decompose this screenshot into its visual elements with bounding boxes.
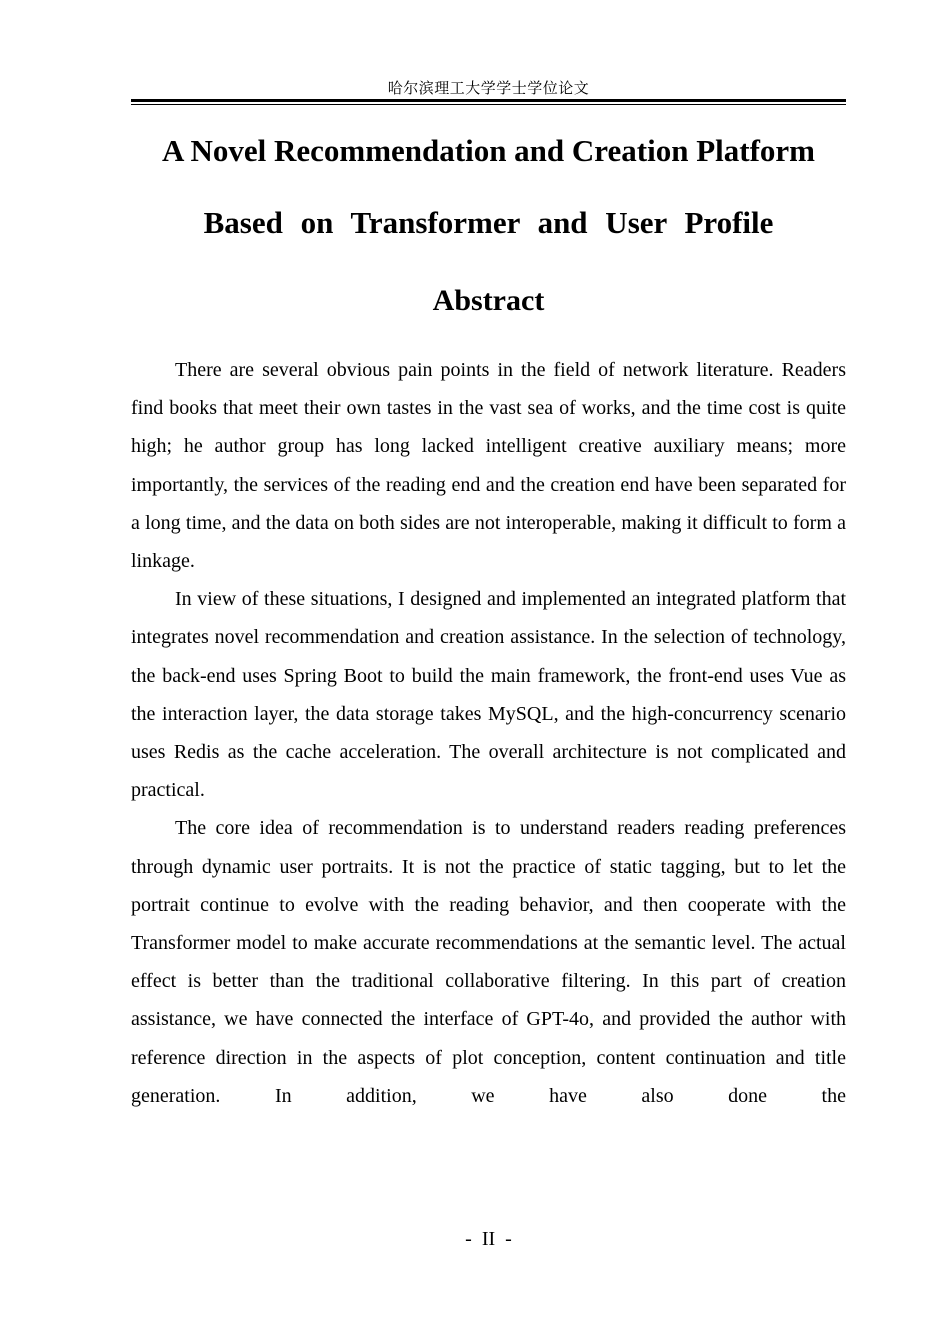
running-header: 哈尔滨理工大学学士学位论文: [387, 79, 590, 97]
page-number: - II -: [465, 1228, 512, 1250]
abstract-paragraph-1: There are several obvious pain points in the field of network literature. Readers find books that meet their own tastes in the vast sea of works, and the time cost is quite high; he author group has long lacked intelligent creative auxiliary means; more importantly, the services of the reading end and the creation end have been separated for a long time, and the data on both sides are not interoperable, making it difficult to form a linkage.: [131, 359, 846, 573]
header-rule-thick: [131, 99, 846, 102]
thesis-title-line-2: Based on Transformer and User Profile: [203, 205, 774, 240]
abstract-paragraph-3: The core idea of recommendation is to understand readers reading preferences through dynamic user portraits. It is not the practice of static tagging, but to let the portrait continue to evolve with the reading behavior, and then cooperate with the Transformer model to make accurate recommendations at the semantic level. The actual effect is better than the traditional collaborative filtering. In this part of creation assistance, we have connected the interface of GPT-4o, and provided the author with reference direction in the aspects of plot conception, content continuation and title generation. In addition, we have also done the: [131, 817, 846, 1107]
header-rule-thin: [131, 104, 846, 105]
abstract-heading: Abstract: [432, 284, 545, 317]
abstract-paragraph-2: In view of these situations, I designed and implemented an integrated platform that integrates novel recommendation and creation assistance. In the selection of technology, the back-end uses Spring Boot to build the main framework, the front-end uses Vue as the interaction layer, the data storage takes MySQL, and the high-concurrency scenario uses Redis as the cache acceleration. The overall architecture is not complicated and practical.: [131, 588, 846, 802]
thesis-title-line-1: A Novel Recommendation and Creation Platform: [162, 133, 815, 168]
abstract-body: [131, 351, 846, 1115]
